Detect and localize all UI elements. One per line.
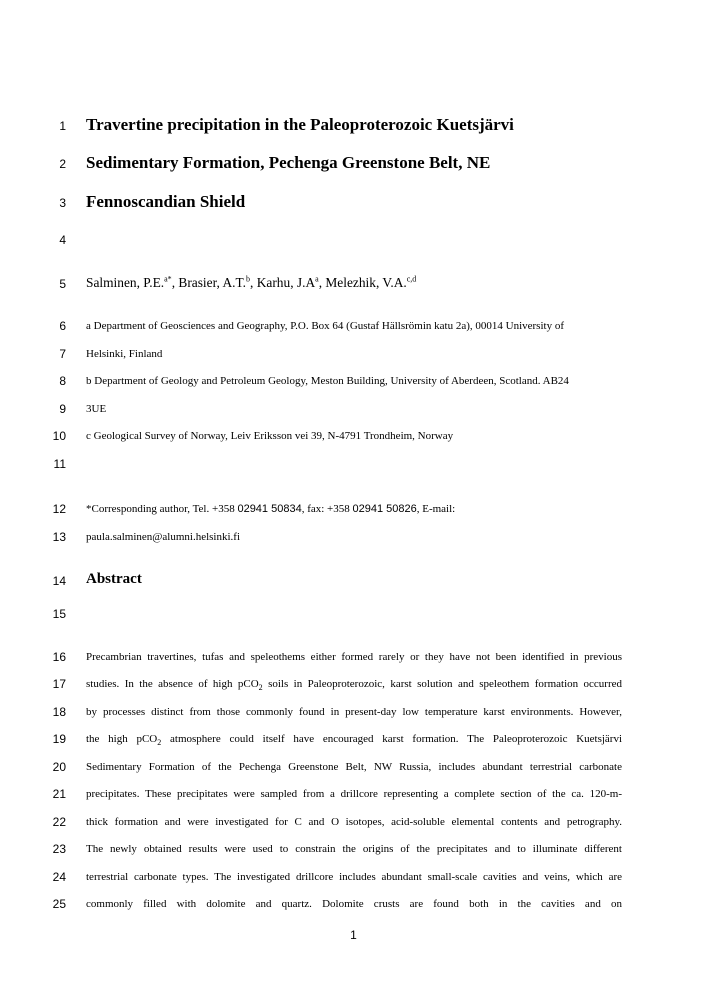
line-number: 5 <box>59 277 66 291</box>
affiliation-b-cont: 3UE <box>86 403 107 415</box>
abstract-text: soils in Paleoproterozoic, karst solution and speleothem formation occurred <box>268 678 623 690</box>
author-affiliation-mark: a <box>315 274 319 284</box>
author-affiliation-mark: a* <box>164 274 172 284</box>
line-number: 9 <box>59 402 66 416</box>
line-number: 25 <box>52 897 66 911</box>
line-number: 23 <box>52 842 66 856</box>
line-number: 21 <box>52 787 66 801</box>
line-number: 12 <box>52 502 66 516</box>
affiliation-a: a Department of Geosciences and Geography, P.O. Box 64 (Gustaf Hällsrömin katu 2a), 00014 University of <box>86 320 564 332</box>
author-name: , Brasier, A.T. <box>171 275 247 290</box>
line-number: 24 <box>52 870 66 884</box>
abstract-line <box>86 678 623 693</box>
abstract-line <box>86 733 623 748</box>
line-number: 2 <box>59 157 66 171</box>
fax-number: 02941 50826 <box>352 503 417 515</box>
line-number: 10 <box>52 429 66 443</box>
abstract-line: Sedimentary Formation of the Pechenga Greenstone Belt, NW Russia, includes abundant terrestrial carbonate <box>86 761 622 773</box>
abstract-line: commonly filled with dolomite and quartz. Dolomite crusts are found both in the cavities and on <box>86 898 622 910</box>
paper-title-line-3: Fennoscandian Shield <box>86 192 246 211</box>
affiliation-a-cont: Helsinki, Finland <box>86 348 163 360</box>
abstract-text: atmosphere could itself have encouraged karst formation. The Paleoproterozoic Kuetsjärvi <box>170 733 623 745</box>
line-number: 19 <box>52 732 66 746</box>
subscript: 2 <box>157 738 162 748</box>
author-name: , Karhu, J.A <box>250 275 316 290</box>
abstract-text: studies. In the absence of high pCO <box>86 678 259 690</box>
line-number: 3 <box>59 196 66 210</box>
abstract-line: by processes distinct from those commonly found in present-day low temperature karst environments. However, <box>86 706 622 718</box>
abstract-line: precipitates. These precipitates were sampled from a drillcore representing a complete section of the ca. 120-m- <box>86 788 622 800</box>
line-number: 16 <box>52 650 66 664</box>
line-number: 11 <box>53 457 66 471</box>
abstract-text: the high pCO <box>86 733 158 745</box>
abstract-line: terrestrial carbonate types. The investigated drillcore includes abundant small-scale cavities and veins, which are <box>86 871 622 883</box>
corresponding-author <box>86 503 455 515</box>
affiliation-c: c Geological Survey of Norway, Leiv Eriksson vei 39, N-4791 Trondheim, Norway <box>86 430 454 442</box>
line-number: 6 <box>59 319 66 333</box>
paper-title-line-2: Sedimentary Formation, Pechenga Greenstone Belt, NE <box>86 153 491 172</box>
author-name: , Melezhik, V.A. <box>318 275 407 290</box>
author-affiliation-mark: b <box>246 274 251 284</box>
affiliation-b: b Department of Geology and Petroleum Geology, Meston Building, University of Aberdeen, Scotland. AB24 <box>86 375 569 387</box>
author-affiliation-mark: c,d <box>406 274 417 284</box>
paper-title-line-1: Travertine precipitation in the Paleoproterozoic Kuetsjärvi <box>86 115 514 134</box>
line-number: 18 <box>52 705 66 719</box>
line-number: 4 <box>59 233 66 247</box>
line-number: 17 <box>52 677 66 691</box>
line-number: 8 <box>59 374 66 388</box>
subscript: 2 <box>258 683 263 693</box>
line-number: 7 <box>59 347 66 361</box>
abstract-heading: Abstract <box>86 571 142 587</box>
author-name: Salminen, P.E. <box>86 275 165 290</box>
page-number: 1 <box>350 928 357 942</box>
email-label: , E-mail: <box>416 503 456 515</box>
line-number: 1 <box>59 119 66 133</box>
line-number: 13 <box>52 530 66 544</box>
telephone-number: 02941 50834 <box>237 503 302 515</box>
abstract-line: Precambrian travertines, tufas and speleothems either formed rarely or they have not been identified in previous <box>86 651 622 663</box>
line-number: 14 <box>52 574 66 588</box>
line-number: 20 <box>52 760 66 774</box>
author-list <box>86 275 416 291</box>
abstract-line: The newly obtained results were used to constrain the origins of the precipitates and to illuminate different <box>86 843 622 855</box>
line-number: 22 <box>52 815 66 829</box>
email-address[interactable]: paula.salminen@alumni.helsinki.fi <box>86 531 241 543</box>
abstract-line: thick formation and were investigated for C and O isotopes, acid-soluble elemental contents and petrography. <box>86 816 622 828</box>
line-number: 15 <box>52 607 66 621</box>
fax-label: , fax: +358 <box>301 503 353 515</box>
corresponding-label: *Corresponding author, Tel. +358 <box>86 503 238 515</box>
